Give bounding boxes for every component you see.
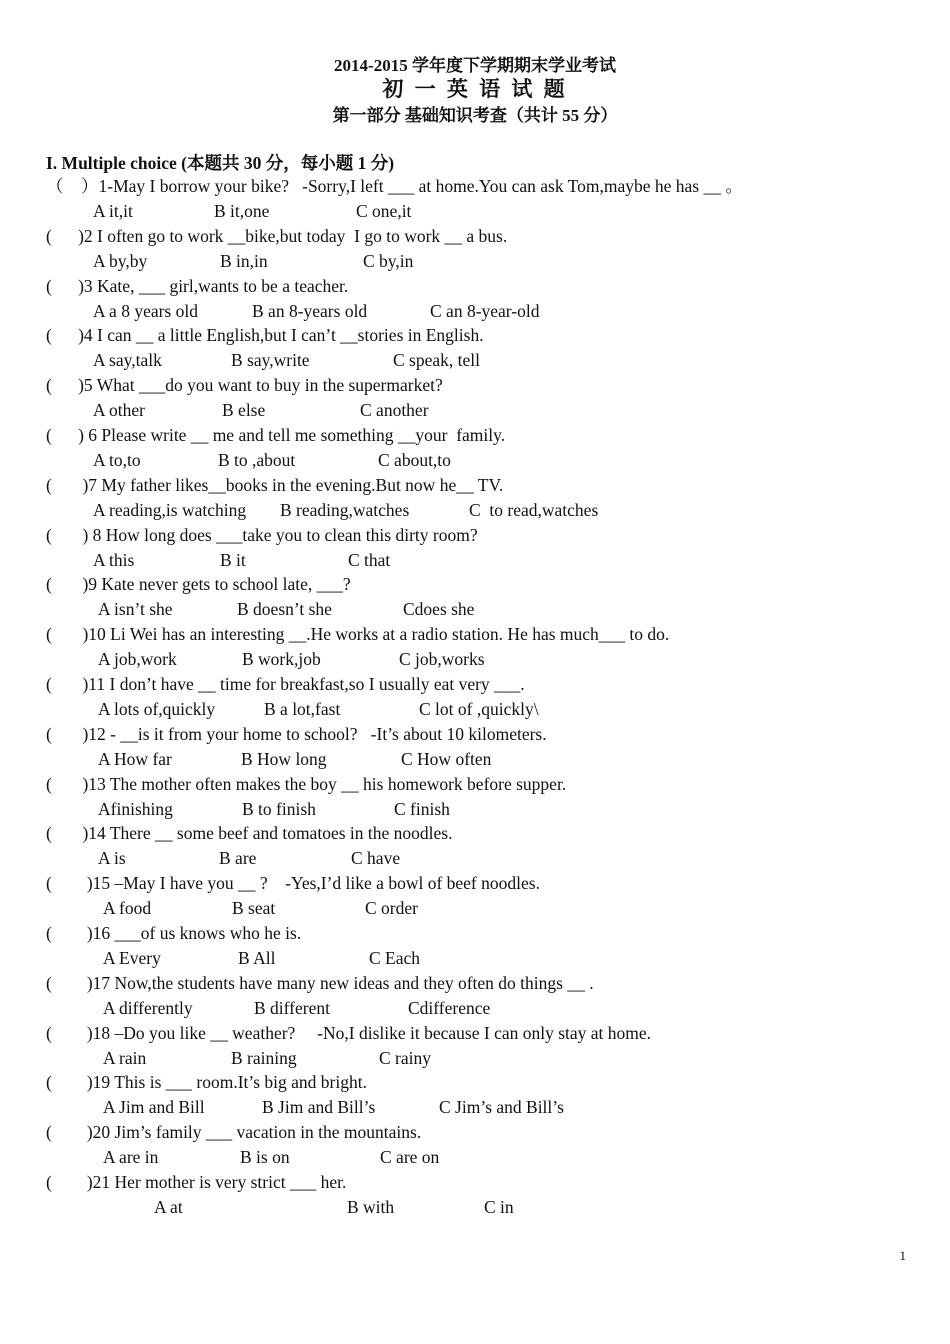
answer-options xyxy=(46,996,906,1020)
answer-option-c: C lot of ,quickly\ xyxy=(419,698,539,719)
page-number: 1 xyxy=(899,1248,906,1263)
answer-option-a: A a 8 years old xyxy=(93,300,198,321)
question-item xyxy=(46,572,926,622)
answer-option-c: C that xyxy=(348,549,391,570)
question-item xyxy=(46,224,926,274)
answer-option-a: A rain xyxy=(103,1047,147,1068)
answer-option-c: C about,to xyxy=(378,449,451,470)
answer-option-b: B Jim and Bill’s xyxy=(262,1097,376,1118)
answer-option-b: B an 8-years old xyxy=(252,300,368,321)
question-item xyxy=(46,1170,926,1220)
question-item xyxy=(46,672,926,722)
answer-option-b: B different xyxy=(254,997,330,1018)
answer-options xyxy=(46,249,906,273)
answer-option-c: C by,in xyxy=(363,250,414,271)
answer-option-b: B say,write xyxy=(231,350,310,371)
answer-option-c: C job,works xyxy=(399,649,485,670)
question-stem: ( )21 Her mother is very strict ___ her. xyxy=(46,1171,347,1192)
question-item xyxy=(46,821,926,871)
question-stem: ( )13 The mother often makes the boy __ his homework before supper. xyxy=(46,773,567,794)
answer-option-a: A job,work xyxy=(98,649,177,670)
answer-option-a: A reading,is watching xyxy=(93,499,247,520)
answer-option-c: Cdifference xyxy=(408,997,491,1018)
question-item xyxy=(46,323,926,373)
answer-option-c: C an 8-year-old xyxy=(430,300,540,321)
answer-option-b: B else xyxy=(222,400,266,421)
question-item xyxy=(46,473,926,523)
answer-options xyxy=(46,299,906,323)
answer-options xyxy=(46,398,906,422)
question-stem: ( )14 There __ some beef and tomatoes in the noodles. xyxy=(46,823,453,844)
question-item xyxy=(46,373,926,423)
part-title: 第一部分 基础知识考查（共计 55 分） xyxy=(332,106,618,125)
section-heading: I. Multiple choice (本题共 30 分，每小题 1 分) xyxy=(46,153,395,173)
answer-option-a: A this xyxy=(93,549,135,570)
question-item xyxy=(46,274,926,324)
answer-option-b: B are xyxy=(219,848,257,869)
answer-option-a: A How far xyxy=(98,748,172,769)
answer-option-c: C rainy xyxy=(379,1047,432,1068)
question-item xyxy=(46,971,926,1021)
answer-option-b: B a lot,fast xyxy=(264,698,341,719)
question-item xyxy=(46,871,926,921)
answer-option-b: B seat xyxy=(232,898,276,919)
answer-options xyxy=(46,647,906,671)
answer-option-b: B raining xyxy=(231,1047,297,1068)
question-stem: ( )11 I don’t have __ time for breakfast,so I usually eat very ___. xyxy=(46,673,525,694)
answer-option-c: C are on xyxy=(380,1147,440,1168)
answer-options xyxy=(46,1046,906,1070)
answer-option-c: C another xyxy=(360,400,429,421)
question-stem: ( )2 I often go to work __bike,but today I go to work __ a bus. xyxy=(46,225,508,246)
question-stem: ( )4 I can __ a little English,but I can’t __stories in English. xyxy=(46,325,484,346)
answer-option-c: C speak, tell xyxy=(393,350,480,371)
question-stem: ( )17 Now,the students have many new ideas and they often do things __ . xyxy=(46,972,594,993)
answer-option-b: B with xyxy=(347,1196,395,1217)
question-item xyxy=(46,772,926,822)
answer-option-a: A food xyxy=(103,898,152,919)
question-stem: ( )7 My father likes__books in the evening.But now he__ TV. xyxy=(46,474,504,495)
question-stem: ( )19 This is ___ room.It’s big and bright. xyxy=(46,1072,367,1093)
answer-option-a: A isn’t she xyxy=(98,599,173,620)
answer-options xyxy=(46,348,906,372)
answer-options xyxy=(46,896,906,920)
answer-option-b: B in,in xyxy=(220,250,268,271)
question-item xyxy=(46,722,926,772)
question-stem: ( )9 Kate never gets to school late, ___? xyxy=(46,574,351,595)
answer-option-a: A to,to xyxy=(93,449,141,470)
answer-option-a: A Every xyxy=(103,947,161,968)
answer-option-b: B work,job xyxy=(242,649,321,670)
question-stem: ( ) 8 How long does ___take you to clean this dirty room? xyxy=(46,524,478,545)
question-stem: ( )3 Kate, ___ girl,wants to be a teacher. xyxy=(46,275,349,296)
answer-option-b: B it xyxy=(220,549,246,570)
answer-options xyxy=(46,747,906,771)
question-item xyxy=(46,174,926,224)
answer-option-b: B is on xyxy=(240,1147,290,1168)
question-item xyxy=(46,1070,926,1120)
answer-options xyxy=(46,548,906,572)
answer-option-c: C to read,watches xyxy=(469,499,599,520)
answer-option-c: C How often xyxy=(401,748,492,769)
answer-option-c: C one,it xyxy=(356,201,412,221)
question-item xyxy=(46,921,926,971)
answer-options xyxy=(46,448,906,472)
answer-option-a: Afinishing xyxy=(98,798,173,819)
answer-option-b: B to finish xyxy=(242,798,316,819)
question-stem: ( )10 Li Wei has an interesting __.He works at a radio station. He has much___ to do. xyxy=(46,624,670,645)
answer-options xyxy=(46,697,906,721)
answer-option-b: B reading,watches xyxy=(280,499,410,520)
answer-options xyxy=(46,1195,906,1219)
question-stem: ( )5 What ___do you want to buy in the supermarket? xyxy=(46,375,443,396)
answer-option-b: B All xyxy=(238,947,276,968)
answer-options xyxy=(46,498,906,522)
answer-option-c: C finish xyxy=(394,798,450,819)
answer-option-c: C in xyxy=(484,1196,514,1217)
question-stem: ( )20 Jim’s family ___ vacation in the mountains. xyxy=(46,1122,422,1143)
answer-option-a: A say,talk xyxy=(93,350,162,371)
exam-subject-title: 初 一 英 语 试 题 xyxy=(382,77,568,101)
answer-options xyxy=(46,1095,906,1119)
answer-option-a: A is xyxy=(98,848,126,869)
answer-option-a: A differently xyxy=(103,997,193,1018)
answer-option-a: A Jim and Bill xyxy=(103,1097,205,1118)
question-stem: ( )15 –May I have you __ ? -Yes,I’d like a bowl of beef noodles. xyxy=(46,873,540,894)
question-stem: ( )16 ___of us knows who he is. xyxy=(46,922,302,943)
question-list xyxy=(46,174,926,1220)
question-stem: ( ) 6 Please write __ me and tell me something __your family. xyxy=(46,424,506,445)
answer-option-c: C Each xyxy=(369,947,421,968)
answer-option-b: B How long xyxy=(241,748,327,769)
question-item xyxy=(46,523,926,573)
answer-option-a: A by,by xyxy=(93,250,148,271)
answer-option-b: B it,one xyxy=(214,201,270,221)
answer-option-a: A lots of,quickly xyxy=(98,698,216,719)
answer-option-a: A it,it xyxy=(93,201,133,221)
question-item xyxy=(46,622,926,672)
answer-options xyxy=(46,1145,906,1169)
question-item xyxy=(46,1120,926,1170)
answer-option-c: Cdoes she xyxy=(403,599,475,620)
question-stem: ( )12 - __is it from your home to school? -It’s about 10 kilometers. xyxy=(46,723,547,744)
answer-option-a: A other xyxy=(93,400,146,421)
exam-year-title: 2014-2015 学年度下学期期末学业考试 xyxy=(334,56,616,75)
answer-options xyxy=(46,946,906,970)
answer-option-c: C order xyxy=(365,898,418,919)
answer-option-a: A at xyxy=(154,1196,183,1217)
question-item xyxy=(46,423,926,473)
answer-option-a: A are in xyxy=(103,1147,159,1168)
answer-options xyxy=(46,597,906,621)
answer-options xyxy=(46,199,906,223)
question-stem: ( )18 –Do you like __ weather? -No,I dislike it because I can only stay at home. xyxy=(46,1022,652,1043)
answer-option-c: C Jim’s and Bill’s xyxy=(439,1097,564,1118)
answer-options xyxy=(46,797,906,821)
question-item xyxy=(46,1021,926,1071)
answer-option-b: B doesn’t she xyxy=(237,599,332,620)
answer-option-c: C have xyxy=(351,848,401,869)
answer-options xyxy=(46,846,906,870)
question-stem: （ ）1-May I borrow your bike? -Sorry,I left ___ at home.You can ask Tom,maybe he has __ 。 xyxy=(46,176,743,196)
answer-option-b: B to ,about xyxy=(218,449,296,470)
